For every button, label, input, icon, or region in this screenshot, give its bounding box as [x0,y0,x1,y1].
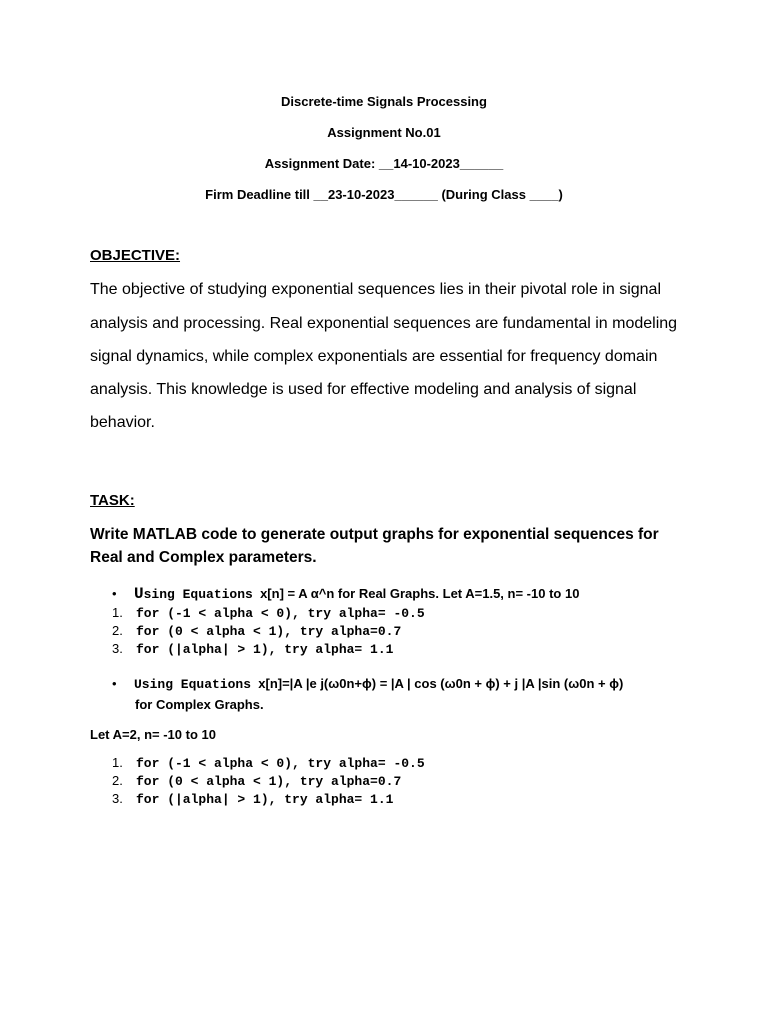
objective-line: signal dynamics, while complex exponentials are essential for frequency domain [90,348,658,365]
real-equation: x[n] = A α^n for Real Graphs. Let A=1.5, n= -10 to 10 [260,586,580,601]
list-number: 3. [112,641,123,656]
list-number: 1. [112,605,123,620]
list-text: for (-1 < alpha < 0), try alpha= -0.5 [136,606,425,621]
real-equation-bullet [112,585,579,603]
list-item [112,623,401,639]
list-number: 2. [112,773,123,788]
objective-line: analysis. This knowledge is used for effective modeling and analysis of signal [90,381,637,398]
list-text: for (|alpha| > 1), try alpha= 1.1 [136,792,394,807]
course-title: Discrete-time Signals Processing [281,94,487,109]
list-text: for (0 < alpha < 1), try alpha=0.7 [136,774,402,789]
task-heading: TASK: [90,492,135,509]
objective-line: behavior. [90,414,155,431]
objective-line: analysis and processing. Real exponential sequences are fundamental in modeling [90,315,678,332]
list-number: 2. [112,623,123,638]
assignment-date: Assignment Date: __14-10-2023______ [264,156,504,171]
list-number: 3. [112,791,123,806]
list-item [112,605,425,621]
complex-continuation: for Complex Graphs. [135,697,264,712]
list-item [112,791,393,807]
using-label-rest: sing Equations [143,587,253,602]
list-text: for (0 < alpha < 1), try alpha=0.7 [136,624,402,639]
firm-deadline: Firm Deadline till __23-10-2023______ (During Class ____) [205,187,563,202]
bullet-dot: • [112,676,117,691]
list-number: 1. [112,755,123,770]
list-item [112,755,425,771]
complex-parameters: Let A=2, n= -10 to 10 [90,727,216,742]
task-description-line: Real and Complex parameters. [90,549,317,566]
assignment-number: Assignment No.01 [327,125,441,140]
complex-equation-bullet [112,676,623,692]
objective-heading: OBJECTIVE: [90,247,181,264]
complex-equation: x[n]=|A |e j(ω0n+ϕ) = |A | cos (ω0n + ϕ) + j |A |sin (ω0n + ϕ) [258,676,624,691]
bullet-dot: • [112,586,117,601]
task-description-line: Write MATLAB code to generate output graphs for exponential sequences for [90,526,659,543]
objective-line: The objective of studying exponential sequences lies in their pivotal role in signal [90,281,662,298]
using-label-initial: U [134,585,144,603]
list-item [112,641,393,657]
list-text: for (-1 < alpha < 0), try alpha= -0.5 [136,756,425,771]
list-text: for (|alpha| > 1), try alpha= 1.1 [136,642,394,657]
list-item [112,773,401,789]
using-label: Using Equations [134,677,252,692]
